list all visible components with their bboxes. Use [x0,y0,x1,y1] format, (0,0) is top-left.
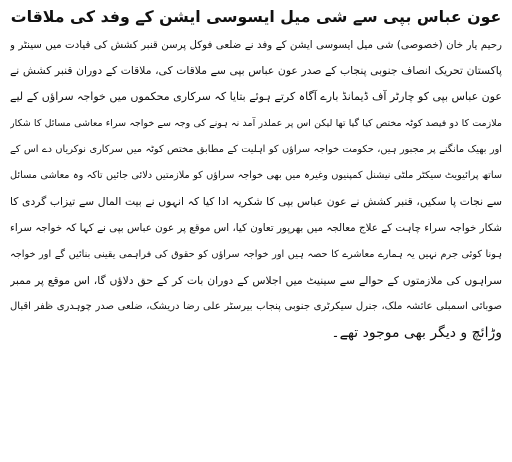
headline: عون عباس بپی سے شی میل ایسوسی ایشن کے وفد کی ملاقات [10,7,502,26]
article-body [10,32,502,346]
body-line: رحیم یار خان (خصوصی) شی میل ایسوسی ایشن کے وفد نے ضلعی فوکل پرسن قنبر کشش کی قیادت میں سینٹر و [10,39,502,51]
body-line: ساتھ پرائیویٹ سیکٹر ملٹی نیشنل کمپنیوں وغیرہ میں بھی خواجہ سراؤں کو ملازمتیں دلائی جائیں تاکہ وہ معاشی مسائل [10,169,502,181]
body-line: عون عباس بپی کو چارٹر آف ڈیمانڈ بارے آگاہ کرتے ہوئے بتایا کہ سرکاری محکموں میں خواجہ سراؤں کے لیے [10,90,502,104]
body-line: ہونا کوئی جرم نہیں یہ ہمارے معاشرے کا حصہ ہیں اور خواجہ سراؤں کو حقوق کی فراہمی یقینی بنائیں گے اور خواجہ [10,248,502,260]
body-line: سے نجات پا سکیں، قنبر کشش نے عون عباس بپی کا شکریہ ادا کیا کہ انہوں نے بیت المال سے تیزاب گردی کا [10,195,502,209]
body-line: صوبائی اسمبلی عائشہ ملک، جنرل سیکرٹری جنوبی پنجاب بیرسٹر علی رضا دریشک، ضلعی صدر چوہدری ظفر اقبال [10,300,502,312]
body-line: سراہوں کی ملازمتوں کے حوالے سے سینیٹ میں اجلاس کے دوران بات کر کے حق دلاؤں گا، اس موقع پر ممبر [10,273,502,287]
body-line: شکار خواجہ سراء چاہت کے علاج معالجہ میں بھرپور تعاون کیا، اس موقع پر عون عباس بپی نے کہا کہ خواجہ سراء [10,222,502,235]
body-line: وڑائچ و دیگر بھی موجود تھے۔ [331,325,502,342]
body-line: اور بھیک مانگنے پر مجبور ہیں، حکومت خواجہ سراؤں کو اہلیت کے مطابق مختص کوٹہ میں سرکاری نوکریاں دے اس کے [10,143,502,155]
body-line: پاکستان تحریک انصاف جنوبی پنجاب کے صدر عون عباس بپی سے ملاقات کی، ملاقات کے دوران قنبر کشش نے [10,64,502,78]
body-line: ملازمت کا دو فیصد کوٹہ مختص کیا گیا تھا لیکن اس پر عملدر آمد نہ ہونے کی وجہ سے خواجہ سراء معاشی مسائل کا شکار [10,117,502,129]
